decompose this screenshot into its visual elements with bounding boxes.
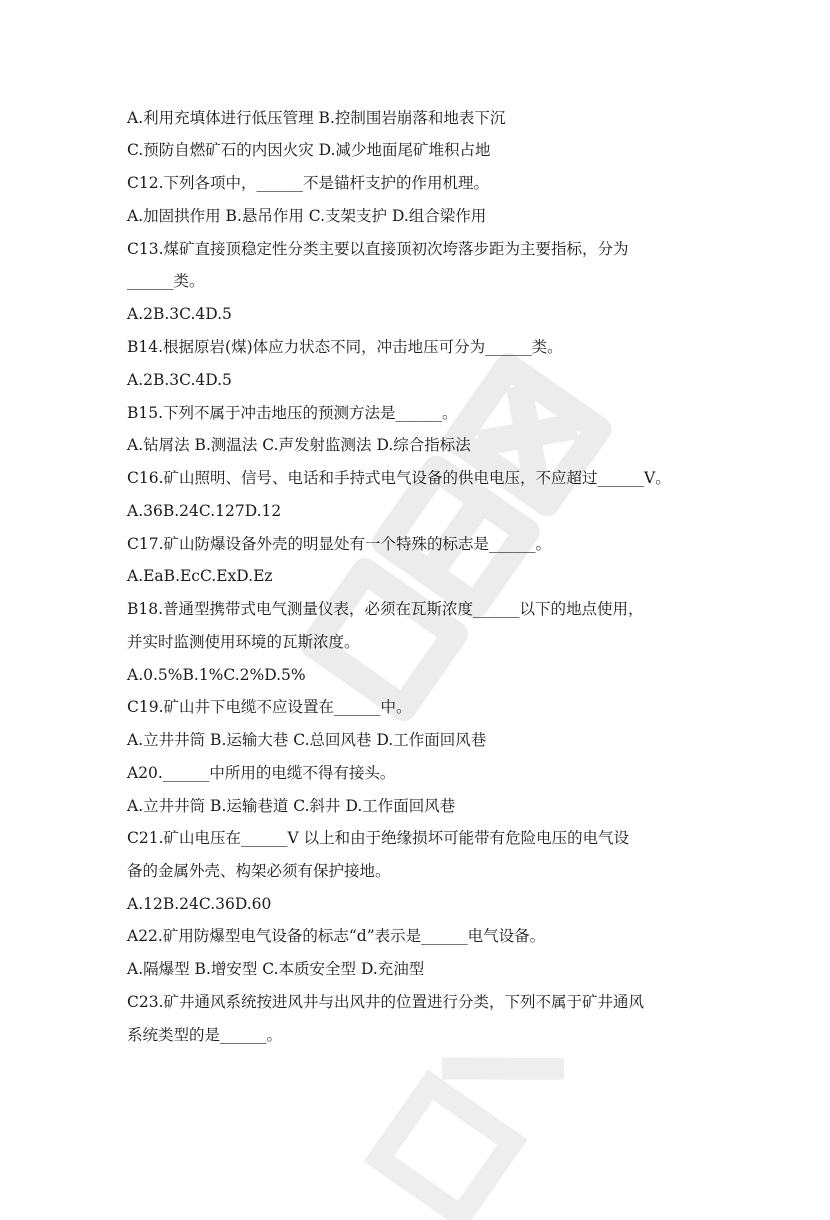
options-line: A.0.5%B.1%C.2%D.5% [127,666,306,684]
options-line: A.利用充填体进行低压管理 B.控制围岩崩落和地表下沉 [127,109,506,127]
options-line: C.预防自燃矿石的内因火灾 D.减少地面尾矿堆积占地 [127,141,491,159]
question-continuation: ______类。 [127,272,205,290]
question-continuation: 备的金属外壳、构架必须有保护接地。 [127,862,391,880]
question-continuation: 并实时监测使用环境的瓦斯浓度。 [127,633,360,651]
options-line: A.36B.24C.127D.12 [127,502,282,520]
options-line: A.2B.3C.4D.5 [127,371,232,389]
options-line: A.EaB.EcC.ExD.Ez [127,567,273,585]
question-line: C16.矿山照明、信号、电话和手持式电气设备的供电电压，不应超过______V。 [127,469,671,487]
question-line: B18.普通型携带式电气测量仪表，必须在瓦斯浓度______以下的地点使用， [127,600,644,618]
question-line: B15.下列不属于冲击地压的预测方法是______。 [127,404,458,422]
options-line: A.立井井筒 B.运输大巷 C.总回风巷 D.工作面回风巷 [127,731,487,749]
question-continuation: 系统类型的是______。 [127,1026,283,1044]
options-line: A.隔爆型 B.增安型 C.本质安全型 D.充油型 [127,960,425,978]
question-line: C12.下列各项中，______不是锚杆支护的作用机理。 [127,174,490,192]
question-line: B14.根据原岩(煤)体应力状态不同，冲击地压可分为______类。 [127,338,563,356]
question-line: C13.煤矿直接顶稳定性分类主要以直接顶初次垮落步距为主要指标，分为 [127,240,629,258]
question-line: C21.矿山电压在______V 以上和由于绝缘损坏可能带有危险电压的电气设 [127,829,630,847]
options-line: A.2B.3C.4D.5 [127,305,232,323]
question-line: C17.矿山防爆设备外壳的明显处有一个特殊的标志是______。 [127,535,552,553]
options-line: A.立井井筒 B.运输巷道 C.斜井 D.工作面回风巷 [127,797,456,815]
question-line: C23.矿井通风系统按进风井与出风井的位置进行分类，下列不属于矿井通风 [127,993,645,1011]
options-line: A.加固拱作用 B.悬吊作用 C.支架支护 D.组合梁作用 [127,207,487,225]
question-line: A22.矿用防爆型电气设备的标志“d”表示是______电气设备。 [127,927,546,945]
question-line: A20.______中所用的电缆不得有接头。 [127,764,396,782]
question-line: C19.矿山井下电缆不应设置在______中。 [127,698,412,716]
options-line: A.12B.24C.36D.60 [127,895,272,913]
options-line: A.钻屑法 B.测温法 C.声发射监测法 D.综合指标法 [127,436,471,454]
